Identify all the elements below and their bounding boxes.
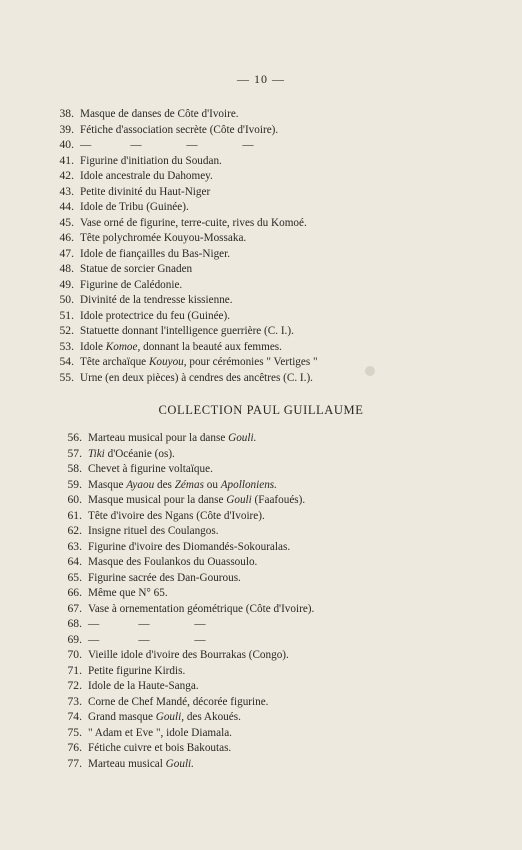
entry-number: 44.: [59, 200, 74, 213]
italic-term: Zémas: [174, 478, 204, 491]
entry-text: Statuette donnant l'intelligence guerrière (C. I.).: [80, 325, 294, 337]
ditto-dash: —: [194, 633, 206, 646]
entry-number: 76.: [67, 741, 82, 754]
entry-text: Divinité de la tendresse kissienne.: [80, 294, 233, 306]
entry-number: 55.: [59, 370, 74, 384]
entry-number: 38.: [59, 107, 74, 120]
entry-text: [88, 494, 305, 506]
catalogue-entry: [56, 570, 456, 586]
italic-term: Apolloniens.: [220, 478, 277, 491]
entry-number: 50.: [59, 293, 74, 306]
italic-term: Gouli,: [155, 711, 185, 723]
entry-number: 75.: [67, 725, 82, 739]
catalogue-entry: [48, 277, 448, 293]
catalogue-entry: [48, 184, 448, 200]
entry-number: 69.: [67, 632, 82, 646]
catalogue-entry: [56, 616, 456, 632]
catalogue-list-1: [48, 106, 448, 385]
catalogue-entry: [56, 740, 456, 756]
entry-text-part: Grand masque: [88, 711, 156, 723]
ditto-marks: [80, 139, 276, 151]
entry-text: Idole de Tribu (Guinée).: [80, 201, 189, 213]
entry-text: Vieille idole d'ivoire des Bourrakas (Congo).: [88, 649, 289, 661]
ditto-dash: —: [130, 139, 142, 151]
entry-text: Tête d'ivoire des Ngans (Côte d'Ivoire).: [88, 509, 265, 522]
entry-number: 67.: [67, 601, 82, 615]
entry-text: Idole ancestrale du Dahomey.: [80, 170, 213, 182]
entry-text-part: Masque musical pour la danse: [88, 494, 227, 506]
catalogue-entry: [56, 647, 456, 663]
entry-text: [88, 711, 241, 723]
catalogue-entry: [48, 106, 448, 122]
catalogue-entry: [56, 601, 456, 617]
entry-number: 72.: [67, 679, 82, 692]
catalogue-entry: [48, 122, 448, 138]
catalogue-entry: [56, 663, 456, 679]
entry-text-part: Marteau musical pour la danse: [88, 432, 229, 444]
entry-number: 39.: [59, 122, 74, 136]
entry-text: Figurine d'ivoire des Diomandés-Sokouralas.: [88, 540, 291, 553]
catalogue-entry: [56, 756, 456, 772]
entry-number: 52.: [59, 324, 74, 337]
entry-text: Corne de Chef Mandé, décorée figurine.: [88, 695, 269, 708]
entry-number: 56.: [67, 431, 82, 444]
catalogue-entry: [56, 508, 456, 524]
paper-stain: [365, 366, 375, 376]
entry-number: 47.: [59, 246, 74, 260]
italic-term: Gouli.: [165, 757, 194, 770]
catalogue-entry: [48, 292, 448, 308]
catalogue-entry: [56, 477, 456, 493]
ditto-marks: [88, 618, 228, 630]
entry-number: 51.: [59, 308, 74, 322]
entry-number: 57.: [67, 446, 82, 460]
catalogue-entry: [48, 261, 448, 277]
entry-text-part: (Faafoués).: [251, 494, 306, 506]
entry-number: 59.: [67, 477, 82, 491]
entry-number: 48.: [59, 262, 74, 275]
ditto-dash: —: [88, 633, 100, 646]
catalogue-entry: [56, 523, 456, 539]
entry-number: 65.: [67, 570, 82, 584]
entry-number: 63.: [67, 539, 82, 553]
entry-number: 68.: [67, 617, 82, 630]
catalogue-list-2: [56, 430, 456, 771]
entry-number: 66.: [67, 586, 82, 599]
entry-text: Urne (en deux pièces) à cendres des ancêtres (C. I.).: [80, 371, 313, 384]
catalogue-entry: [48, 323, 448, 339]
catalogue-entry: [48, 370, 448, 386]
entry-text: [80, 356, 318, 368]
entry-text: Petite figurine Kirdis.: [88, 664, 186, 677]
ditto-marks: [88, 634, 228, 646]
catalogue-entry: [56, 694, 456, 710]
catalogue-entry: [56, 461, 456, 477]
entry-text: Statue de sorcier Gnaden: [80, 263, 193, 275]
entry-number: 40.: [59, 138, 74, 151]
catalogue-entry: [48, 168, 448, 184]
entry-text: [80, 341, 282, 353]
entry-text: [88, 758, 194, 770]
entry-text: [88, 432, 256, 444]
entry-number: 64.: [67, 555, 82, 568]
entry-number: 74.: [67, 710, 82, 723]
entry-number: 70.: [67, 648, 82, 661]
entry-number: 62.: [67, 524, 82, 537]
catalogue-entry: [48, 215, 448, 231]
catalogue-entry: [56, 725, 456, 741]
entry-text-part: pour cérémonies " Vertiges ": [186, 356, 318, 368]
catalogue-entry: [48, 199, 448, 215]
entry-text: " Adam et Eve ", idole Diamala.: [88, 726, 232, 739]
entry-text: Petite divinité du Haut-Niger: [80, 185, 211, 198]
entry-text-part: Marteau musical: [88, 757, 166, 770]
catalogue-entry: [48, 230, 448, 246]
entry-text-part: ou: [203, 478, 221, 491]
catalogue-entry: [56, 709, 456, 725]
entry-number: 41.: [59, 153, 74, 167]
ditto-dash: —: [242, 139, 254, 151]
ditto-dash: —: [186, 139, 198, 151]
italic-term: Komoe,: [105, 340, 141, 353]
italic-term: Gouli: [226, 494, 252, 506]
entry-text: Tête polychromée Kouyou-Mossaka.: [80, 232, 247, 244]
entry-text: Vase à ornementation géométrique (Côte d'Ivoire).: [88, 602, 315, 615]
catalogue-entry: [48, 137, 448, 153]
entry-text-part: des: [154, 478, 175, 491]
entry-text: Fétiche cuivre et bois Bakoutas.: [88, 742, 232, 754]
page-number: — 10 —: [237, 72, 285, 86]
entry-number: 54.: [59, 355, 74, 368]
ditto-dash: —: [80, 139, 92, 151]
entry-text-part: Tête archaïque: [80, 356, 149, 368]
entry-text: Vase orné de figurine, terre-cuite, rives du Komoé.: [80, 216, 307, 229]
entry-text: Insigne rituel des Coulangos.: [88, 525, 219, 537]
catalogue-entry: [56, 554, 456, 570]
catalogue-entry: [56, 585, 456, 601]
entry-text-part: Masque: [88, 478, 127, 491]
entry-text: Idole protectrice du feu (Guinée).: [80, 309, 231, 322]
entry-number: 53.: [59, 339, 74, 353]
catalogue-entry: [56, 632, 456, 648]
entry-text: Figurine sacrée des Dan-Gourous.: [88, 571, 241, 584]
catalogue-entry: [48, 308, 448, 324]
catalogue-entry: [56, 492, 456, 508]
entry-text: Figurine d'initiation du Soudan.: [80, 154, 222, 167]
italic-term: Kouyou,: [148, 356, 187, 368]
entry-number: 45.: [59, 215, 74, 229]
entry-number: 46.: [59, 231, 74, 244]
catalogue-entry: [56, 446, 456, 462]
italic-term: Ayaou: [126, 478, 155, 491]
entry-text: Masque des Foulankos du Ouassoulo.: [88, 556, 258, 568]
catalogue-entry: [48, 354, 448, 370]
entry-number: 73.: [67, 694, 82, 708]
entry-text-part: Idole: [80, 340, 106, 353]
catalogue-entry: [48, 339, 448, 355]
entry-text: Idole de la Haute-Sanga.: [88, 680, 199, 692]
entry-text-part: d'Océanie (os).: [104, 447, 175, 460]
entry-number: 42.: [59, 169, 74, 182]
ditto-dash: —: [138, 618, 150, 630]
entry-number: 61.: [67, 508, 82, 522]
entry-number: 43.: [59, 184, 74, 198]
entry-text: Fétiche d'association secrète (Côte d'Ivoire).: [80, 123, 279, 136]
ditto-dash: —: [194, 618, 206, 630]
entry-text-part: donnant la beauté aux femmes.: [140, 340, 282, 353]
entry-number: 58.: [67, 462, 82, 475]
ditto-dash: —: [138, 633, 150, 646]
italic-term: Tiki: [88, 447, 105, 460]
entry-text: Même que N° 65.: [88, 587, 168, 599]
catalogue-entry: [56, 539, 456, 555]
entry-number: 60.: [67, 493, 82, 506]
ditto-dash: —: [88, 618, 100, 630]
entry-text: Idole de fiançailles du Bas-Niger.: [80, 247, 231, 260]
entry-text: [88, 448, 175, 460]
catalogue-entry: [48, 246, 448, 262]
entry-text: [88, 479, 277, 491]
entry-text: Masque de danses de Côte d'Ivoire.: [80, 108, 239, 120]
italic-term: Gouli.: [228, 432, 257, 444]
catalogue-entry: [48, 153, 448, 169]
entry-number: 49.: [59, 277, 74, 291]
entry-text: Figurine de Calédonie.: [80, 278, 183, 291]
catalogue-entry: [56, 430, 456, 446]
entry-text-part: des Akoués.: [184, 711, 241, 723]
entry-number: 77.: [67, 756, 82, 770]
catalogue-entry: [56, 678, 456, 694]
entry-number: 71.: [67, 663, 82, 677]
section-title: COLLECTION PAUL GUILLAUME: [158, 403, 364, 417]
entry-text: Chevet à figurine voltaïque.: [88, 463, 213, 475]
